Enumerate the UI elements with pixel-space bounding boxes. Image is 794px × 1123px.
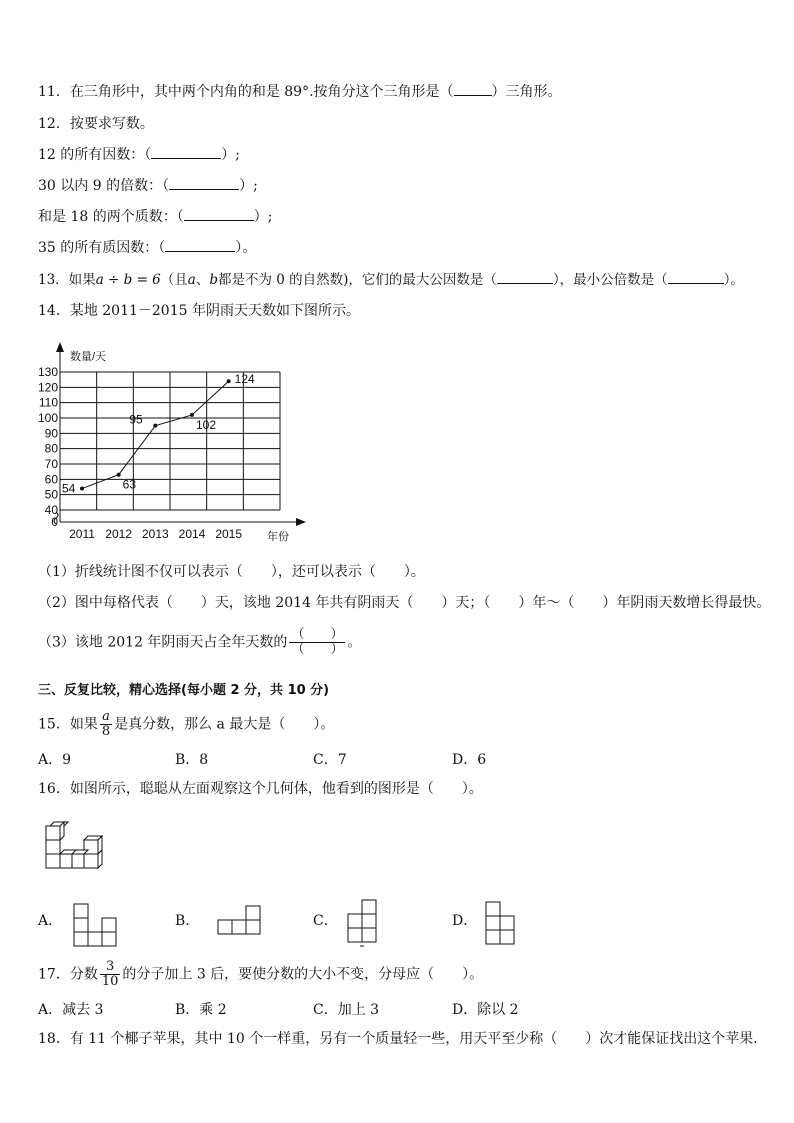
data-label: 95 [129, 412, 143, 427]
option-c[interactable]: C． [313, 913, 338, 929]
y-axis-arrow [56, 342, 64, 352]
y-tick-label: 120 [37, 380, 58, 395]
answer-blank[interactable] [668, 271, 724, 284]
answer-blank[interactable] [454, 83, 492, 96]
x-tick-label: 2015 [215, 527, 243, 541]
option-c-figure[interactable] [346, 898, 378, 948]
question-13: 13．如果a ÷ b = 6（且a、b都是不为 0 的自然数)，它们的最大公因数是（ ），最小公倍数是（ ）。 [38, 272, 744, 288]
y-tick-label: 0 [51, 515, 58, 529]
answer-blank[interactable] [169, 177, 239, 190]
y-tick-label: 70 [44, 457, 58, 471]
question-12-title: 12．按要求写数。 [38, 116, 154, 132]
y-tick-label: 40 [44, 503, 58, 517]
option-d[interactable]: D．6 [452, 752, 487, 768]
option-a[interactable]: A．9 [38, 752, 72, 768]
x-tick-label: 2013 [141, 527, 169, 541]
option-d[interactable]: D． [452, 913, 478, 929]
data-point [80, 487, 84, 491]
x-axis-label: 年份 [267, 531, 289, 543]
question-16: 16．如图所示，聪聪从左面观察这个几何体，他看到的图形是（ ）。 [38, 781, 483, 797]
option-b[interactable]: B．乘 2 [175, 1002, 227, 1018]
question-12-item-1: 12 的所有因数：（ ）; [38, 147, 240, 163]
option-b[interactable]: B． [175, 913, 200, 929]
data-point [190, 413, 194, 417]
question-14-sub-3: （3）该地 2012 年阴雨天占全年天数的 $\frac{( )}{( )}$ 。 [38, 627, 362, 657]
answer-blank[interactable] [184, 208, 254, 221]
option-a[interactable]: A．减去 3 [38, 1002, 104, 1018]
data-label: 102 [196, 417, 217, 432]
option-a[interactable]: A． [38, 913, 63, 929]
y-tick-label: 90 [44, 426, 58, 441]
option-a-figure[interactable] [72, 902, 118, 948]
y-tick-label: 80 [44, 441, 58, 456]
option-b-figure[interactable] [216, 904, 262, 936]
answer-blank[interactable] [165, 239, 235, 252]
x-tick-label: 2014 [178, 527, 206, 541]
option-c[interactable]: C．加上 3 [313, 1002, 380, 1018]
option-c[interactable]: C．7 [313, 752, 347, 768]
line-chart [30, 340, 320, 550]
data-point [153, 424, 157, 428]
y-tick-label: 130 [37, 365, 58, 379]
y-tick-label: 60 [44, 472, 58, 487]
data-label: 124 [234, 372, 255, 387]
x-axis-arrow [296, 518, 306, 526]
option-b[interactable]: B．8 [175, 752, 209, 768]
y-axis-label: 数量/天 [70, 351, 107, 363]
question-11: 11．在三角形中，其中两个内角的和是 89°.按角分这个三角形是（ ）三角形。 [38, 84, 562, 100]
option-d[interactable]: D．除以 2 [452, 1002, 519, 1018]
cube-solid-figure [44, 820, 104, 870]
answer-blank[interactable] [497, 271, 553, 284]
data-point [227, 379, 231, 383]
data-label: 63 [122, 477, 137, 492]
y-tick-label: 100 [37, 411, 58, 425]
option-d-figure[interactable] [484, 900, 516, 946]
question-12-item-3: 和是 18 的两个质数：（ ）; [38, 209, 273, 225]
question-12-item-4: 35 的所有质因数：（ ）。 [38, 240, 257, 256]
fraction-blank[interactable]: $\frac{( )}{( )}$ [291, 627, 344, 657]
question-14-sub-1: （1）折线统计图不仅可以表示（ ），还可以表示（ ）。 [38, 564, 425, 580]
question-12-item-2: 30 以内 9 的倍数：（ ）; [38, 178, 258, 194]
question-14-sub-2: （2）图中每格代表（ ）天，该地 2014 年共有阴雨天（ ）天；（ ）年～（ ）年阴雨天数增长得最快。 [38, 595, 771, 611]
question-14-title: 14．某地 2011－2015 年阴雨天天数如下图所示。 [38, 303, 360, 319]
question-18: 18．有 11 个椰子苹果，其中 10 个一样重，另有一个质量轻一些，用天平至少称（ ）次才能保证找出这个苹果． [38, 1031, 768, 1047]
section-heading: 三、反复比较，精心选择(每小题 2 分，共 10 分) [38, 683, 330, 698]
fraction: $\frac{a}{8}$ [101, 709, 111, 739]
data-point [117, 473, 121, 477]
question-15: 15．如果 $\frac{a}{8}$ 是真分数，那么 a 最大是（ ）。 [38, 709, 335, 739]
y-tick-label: 50 [44, 487, 58, 502]
data-label: 54 [62, 481, 76, 496]
y-tick-label: 110 [38, 395, 58, 410]
fraction: $\frac{3}{10}$ [101, 959, 119, 989]
answer-blank[interactable] [151, 146, 221, 159]
question-17: 17．分数 $\frac{3}{10}$ 的分子加上 3 后，要使分数的大小不变，分母应（ ）。 [38, 959, 484, 989]
x-tick-label: 2012 [105, 527, 133, 541]
x-tick-label: 2011 [69, 527, 95, 541]
